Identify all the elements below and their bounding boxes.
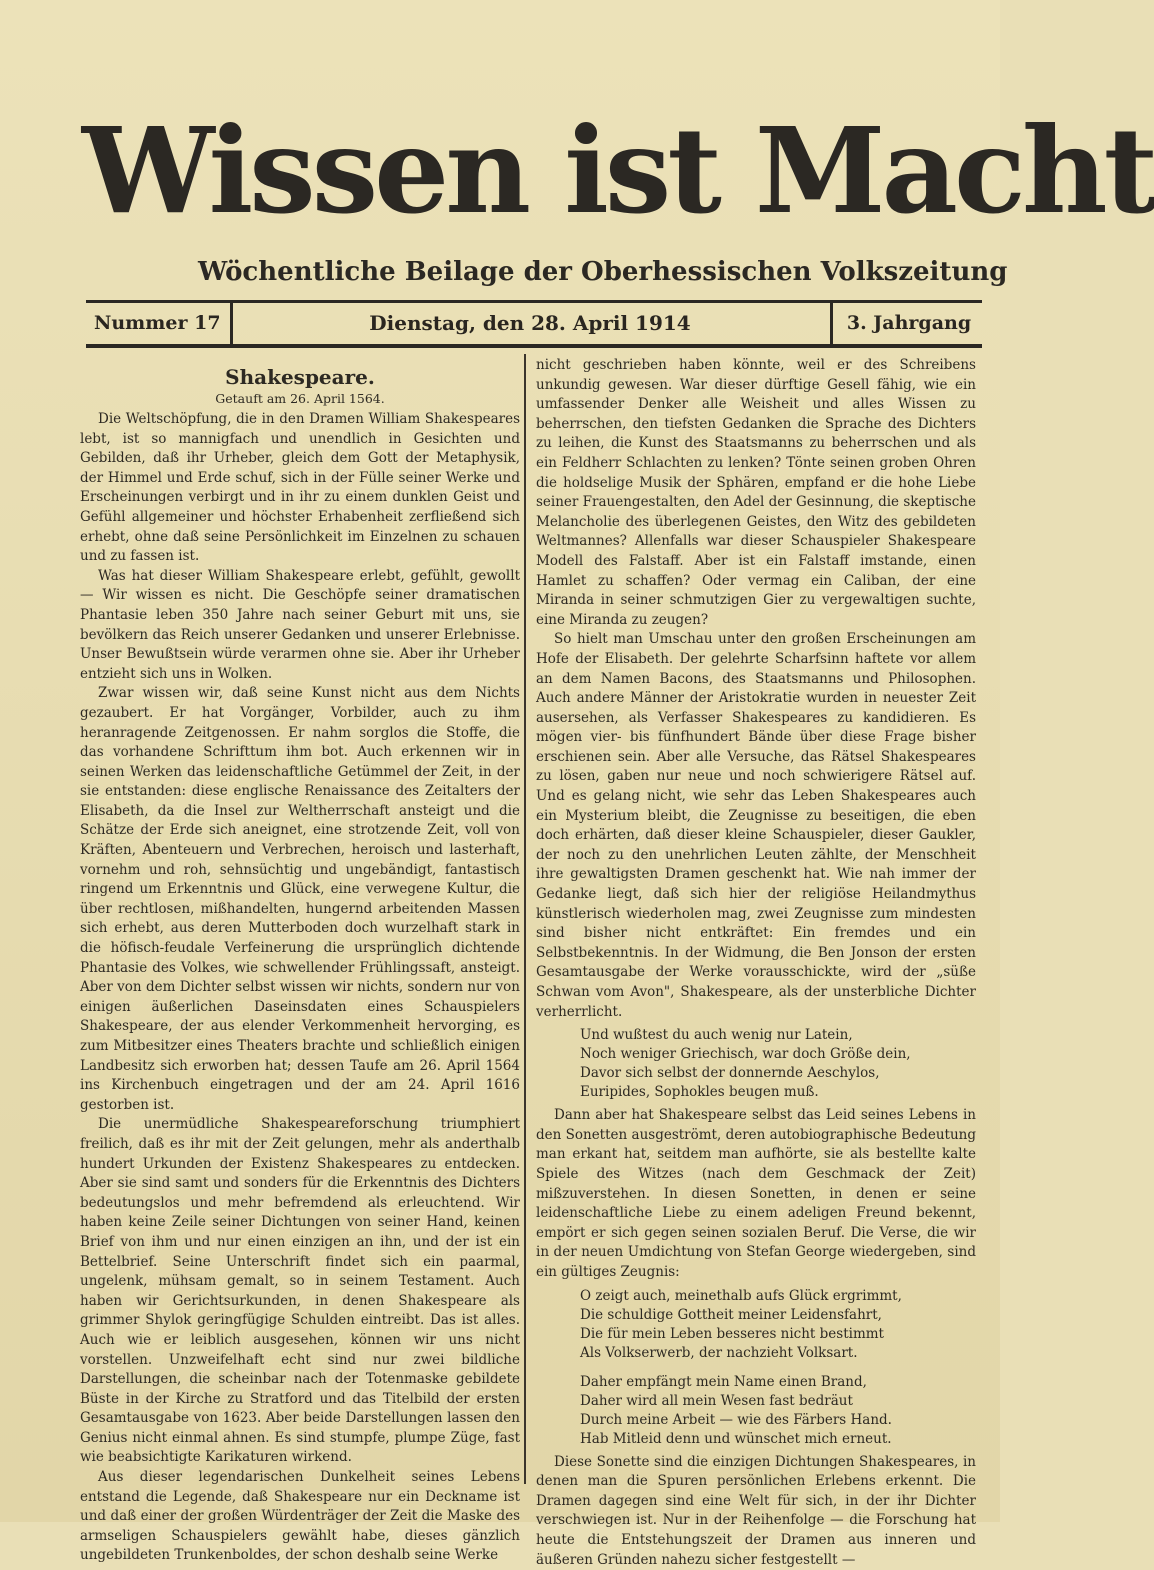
article-title: Shakespeare. [225, 365, 375, 389]
verse-line: O zeigt auch, meinethalb aufs Glück ergrimmt, [580, 1287, 902, 1304]
poem-sonnet [580, 1287, 976, 1449]
issue-date: Dienstag, den 28. April 1914 [369, 311, 691, 335]
verse-line: Davor sich selbst der donnernde Aeschylos, [580, 1065, 880, 1082]
article-paragraph: Die unermüdliche Shakespeareforschung triumphiert freilich, daß es ihr mit der Zeit gelungen, mehr als anderthalb hundert Urkunden der Existenz Shakespeares zu entdecken. Aber sie sind samt und sonders für die Erkenntnis des Dichters bedeutungslos und mehr befremdend als erleuchtend. Wir haben keine Zeile seiner Dichtungen von seiner Hand, keinen Brief von ihm und nur einen einzigen an ihn, und der ist ein Bettelbrief. Seine Unterschrift findet sich ein paarmal, ungelenk, mühsam gemalt, so in seinem Testament. Auch haben wir Gerichtsurkunden, in denen Shakespeare als grimmer Shylok geringfügige Schulden eintreibt. Das ist alles. Auch wie er leiblich ausgesehen, können wir uns nicht vorstellen. Unzweifelhaft echt sind nur zwei bildliche Darstellungen, die scheinbar nach der Totenmaske gebildete Büste in der Kirche zu Stratford und das Titelbild der ersten Gesamtausgabe von 1623. Aber beide Darstellungen lassen den Genius nicht einmal ahnen. Es sind stumpfe, plumpe Züge, fast wie beabsichtigte Karikaturen wirkend. [80, 1116, 520, 1466]
verse-line: Die schuldige Gottheit meiner Leidensfahrt, [580, 1306, 882, 1323]
issue-number: Nummer 17 [94, 312, 221, 334]
verse-line: Als Volkserwerb, der nachzieht Volksart. [580, 1344, 858, 1361]
issue-info-bar [86, 300, 982, 348]
article-column-left [80, 360, 520, 1566]
article-paragraph: Diese Sonette sind die einzigen Dichtungen Shakespeares, in denen man die Spuren persönlichen Erlebens erkennt. Die Dramen dagegen sind eine Welt für sich, in der ihr Dichter verschwiegen ist. Nur in der Reihenfolge — die Forschung hat heute die Entstehungszeit der Dramen aus inneren und äußeren Gründen nahezu sicher festgestellt — [536, 1453, 976, 1568]
issue-volume: 3. Jahrgang [846, 312, 972, 334]
verse-line: Daher empfängt mein Name einen Brand, [580, 1373, 867, 1390]
masthead-title: Wissen ist Macht [82, 101, 1154, 240]
masthead-subtitle: Wöchentliche Beilage der Oberhessischen Volkszeitung [198, 257, 1008, 287]
verse-line: Euripides, Sophokles beugen muß. [580, 1084, 819, 1101]
article-column-right [536, 356, 976, 1570]
article-dateline: Getauft am 26. April 1564. [215, 391, 385, 406]
verse-line: Und wußtest du auch wenig nur Latein, [580, 1027, 853, 1044]
article-paragraph: Die Weltschöpfung, die in den Dramen William Shakespeares lebt, ist so mannigfach und unendlich in Gesichten und Gebilden, daß ihr Urheber, gleich dem Gott der Metaphysik, der Himmel und Erde schuf, sich in der Fülle seiner Werke und Erscheinungen verbirgt und in ihr zu einem dunklen Geist und Gefühl allgemeiner und höchster Erhabenheit zerfließend sich erhebt, ohne daß seine Persönlichkeit im Einzelnen zu schauen und zu fassen ist. [80, 411, 520, 565]
verse-line: Daher wird all mein Wesen fast bedräut [580, 1392, 853, 1409]
article-paragraph: Dann aber hat Shakespeare selbst das Leid seines Lebens in den Sonetten ausgeströmt, deren autobiographische Bedeutung man erkant hat, seitdem man aufhörte, sie als bestellte kalte Spiele des Witzes (nach dem Geschmack der Zeit) mißzuverstehen. In diesen Sonetten, in denen er seine leidenschaftliche Liebe zu einem adeligen Freund bekennt, empört er sich gegen seinen sozialen Beruf. Die Verse, die wir in der neuen Umdichtung von Stefan George wiedergeben, sind ein gültiges Zeugnis: [536, 1107, 976, 1280]
article-paragraph: Aus dieser legendarischen Dunkelheit seines Lebens entstand die Legende, daß Shakespeare nur ein Deckname ist und daß einer der großen Würdenträger der Zeit die Maske des armseligen Schauspielers gewählt habe, dieses gänzlich ungebildeten Trunkenboldes, der schon deshalb seine Werke [80, 1469, 520, 1564]
verse-line: Noch weniger Griechisch, war doch Größe dein, [580, 1046, 911, 1063]
article-paragraph: Was hat dieser William Shakespeare erlebt, gefühlt, gewollt — Wir wissen es nicht. Die Geschöpfe seiner dramatischen Phantasie leben 350 Jahre nach seiner Geburt mit uns, sie bevölkern das Reich unserer Gedanken und unserer Erlebnisse. Unser Bewußtsein würde verarmen ohne sie. Aber ihr Urheber entzieht sich uns in Wolken. [80, 567, 520, 682]
column-divider [524, 354, 526, 1484]
poem-jonson [580, 1026, 976, 1102]
article-paragraph: Zwar wissen wir, daß seine Kunst nicht aus dem Nichts gezaubert. Er hat Vorgänger, Vorbilder, auch zu ihm heranragende Zeitgenossen. Er nahm sorglos die Stoffe, die das vorhandene Schrifttum ihm bot. Auch erkennen wir in seinen Werken das leidenschaftliche Getümmel der Zeit, in der sie entstanden: diese englische Renaissance des Zeitalters der Elisabeth, da die Insel zur Weltherrschaft ansteigt und die Schätze der Erde sich aneignet, eine strotzende Zeit, voll von Kräften, Abenteuern und Verbrechen, heroisch und lasterhaft, vornehm und roh, sehnsüchtig und ungebändigt, fantastisch ringend um Erkenntnis und Glück, eine verwegene Kultur, die über rechtlosen, mißhandelten, hungernd arbeitenden Massen sich erhebt, aus deren Mutterboden doch wurzelhaft stark in die höfisch-feudale Verfeinerung die ursprünglich dichtende Phantasie des Volkes, wie schwellender Frühlingssaft, ansteigt. Aber von dem Dichter selbst wissen wir nichts, sondern nur von einigen äußerlichen Daseinsdaten eines Schauspielers Shakespeare, der aus elender Verkommenheit hervorging, es zum Mitbesitzer eines Theaters brachte und schließlich einigen Landbesitz sich erworben hat; dessen Taufe am 26. April 1564 ins Kirchenbuch eingetragen und der am 24. April 1616 gestorben ist. [80, 685, 520, 1113]
verse-line: Hab Mitleid denn und wünschet mich erneut. [580, 1430, 892, 1447]
verse-line: Die für mein Leben besseres nicht bestimmt [580, 1325, 884, 1342]
issue-divider [830, 303, 833, 344]
verse-line: Durch meine Arbeit — wie des Färbers Hand. [580, 1411, 892, 1428]
stanza-gap [580, 1363, 976, 1373]
article-paragraph: nicht geschrieben haben könnte, weil er des Schreibens unkundig gewesen. War dieser dürftige Gesell fähig, wie ein umfassender Denker alle Weisheit und alles Wissen zu beherrschen, den tiefsten Gedanken die Sprache des Dichters zu leihen, die Kunst des Staatsmanns zu beherrschen und als ein Feldherr Schlachten zu lenken? Tönte seinen groben Ohren die holdselige Musik der Sphären, empfand er die hohe Liebe seiner Frauengestalten, den Adel der Gesinnung, die skeptische Melancholie des überlegenen Geistes, den Witz des gebildeten Weltmannes? Allenfalls war dieser Schauspieler Shakespeare Modell des Falstaff. Aber ist ein Falstaff imstande, einen Hamlet zu schaffen? Oder vermag ein Caliban, der eine Miranda in seiner schmutzigen Gier zu vergewaltigen suchte, eine Miranda zu zeugen? [536, 357, 976, 628]
article-paragraph: So hielt man Umschau unter den großen Erscheinungen am Hofe der Elisabeth. Der gelehrte Scharfsinn haftete vor allem an dem Namen Bacons, des Staatsmanns und Philosophen. Auch andere Männer der Aristokratie wurden in neuester Zeit ausersehen, als Verfasser Shakespeares zu kandidieren. Es mögen vier- bis fünfhundert Bände über diese Frage bisher erschienen sein. Aber alle Versuche, das Rätsel Shakespeares zu lösen, gaben nur neue und noch schwierigere Rätsel auf. Und es gelang nicht, wie sehr das Leben Shakespeares auch ein Mysterium bleibt, die Zeugnisse zu beseitigen, die eben doch erhärten, daß dieser kleine Schauspieler, dieser Gaukler, der noch zu den unehrlichen Leuten zählte, der Menschheit ihre gewaltigsten Dramen geschenkt hat. Wie nah immer der Gedanke liegt, daß sich hier der religiöse Heilandmythus künstlerisch wiederholen mag, zwei Zeugnisse zum mindesten sind bisher nicht entkräftet: Ein fremdes und ein Selbstbekenntnis. In der Widmung, die Ben Jonson der ersten Gesamtausgabe der Werke vorausschickte, wird der „süße Schwan vom Avon", Shakespeare, als der unsterbliche Dichter verherrlicht. [536, 631, 976, 1020]
